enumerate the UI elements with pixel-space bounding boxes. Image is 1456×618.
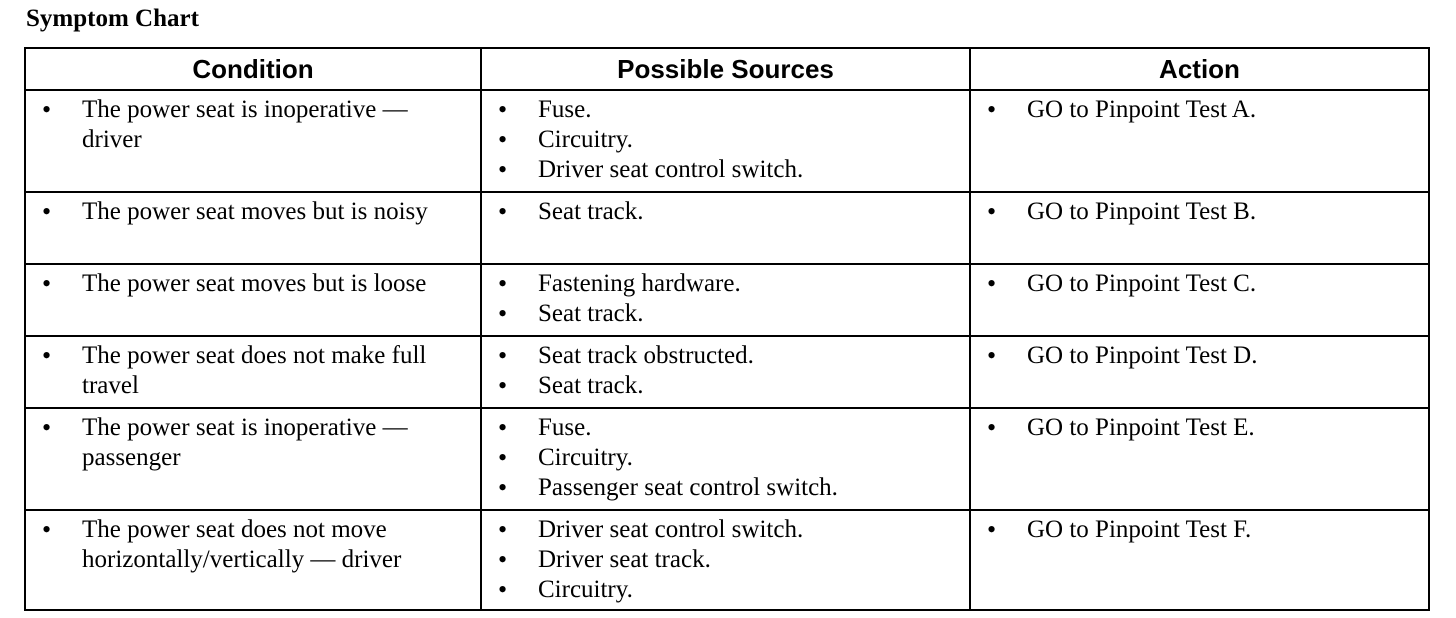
header-action: Action [970, 48, 1429, 90]
table-row [25, 90, 1429, 192]
header-condition: Condition [25, 48, 481, 90]
source-item: • Seat track. [482, 299, 969, 329]
condition-text: • The power seat does not make full travel [26, 341, 480, 401]
condition-cell [25, 510, 481, 610]
condition-text: • The power seat is inoperative — driver [26, 95, 480, 155]
action-cell [970, 408, 1429, 510]
condition-cell [25, 192, 481, 264]
table-row [25, 336, 1429, 408]
source-item: • Driver seat track. [482, 545, 969, 575]
sources-cell [481, 408, 970, 510]
source-item: • Driver seat control switch. [482, 155, 969, 185]
sources-cell [481, 90, 970, 192]
action-text: • GO to Pinpoint Test C. [971, 269, 1428, 299]
header-possible-sources: Possible Sources [481, 48, 970, 90]
action-text: • GO to Pinpoint Test B. [971, 197, 1428, 227]
condition-cell [25, 336, 481, 408]
source-item: • Circuitry. [482, 575, 969, 605]
source-item: • Fuse. [482, 413, 969, 443]
sources-cell [481, 192, 970, 264]
action-text: • GO to Pinpoint Test F. [971, 515, 1428, 545]
condition-cell [25, 408, 481, 510]
action-text: • GO to Pinpoint Test D. [971, 341, 1428, 371]
condition-text: • The power seat moves but is loose [26, 269, 480, 299]
symptom-table [24, 47, 1430, 611]
action-cell [970, 264, 1429, 336]
sources-cell [481, 264, 970, 336]
action-cell [970, 336, 1429, 408]
source-item: • Circuitry. [482, 125, 969, 155]
sources-cell [481, 336, 970, 408]
condition-text: • The power seat does not move horizontally/vertically — driver [26, 515, 480, 575]
action-cell [970, 192, 1429, 264]
source-item: • Circuitry. [482, 443, 969, 473]
page-title: Symptom Chart [26, 5, 199, 32]
sources-cell [481, 510, 970, 610]
source-item: • Seat track. [482, 371, 969, 401]
source-item: • Passenger seat control switch. [482, 473, 969, 503]
table-header-row [25, 48, 1429, 90]
source-item: • Driver seat control switch. [482, 515, 969, 545]
table-row [25, 408, 1429, 510]
table-row [25, 192, 1429, 264]
condition-text: • The power seat is inoperative — passenger [26, 413, 480, 473]
action-cell [970, 90, 1429, 192]
condition-text: • The power seat moves but is noisy [26, 197, 480, 227]
condition-cell [25, 264, 481, 336]
source-item: • Seat track obstructed. [482, 341, 969, 371]
action-cell [970, 510, 1429, 610]
source-item: • Seat track. [482, 197, 969, 227]
source-item: • Fuse. [482, 95, 969, 125]
action-text: • GO to Pinpoint Test A. [971, 95, 1428, 125]
condition-cell [25, 90, 481, 192]
action-text: • GO to Pinpoint Test E. [971, 413, 1428, 443]
source-item: • Fastening hardware. [482, 269, 969, 299]
table-row [25, 264, 1429, 336]
table-row [25, 510, 1429, 610]
